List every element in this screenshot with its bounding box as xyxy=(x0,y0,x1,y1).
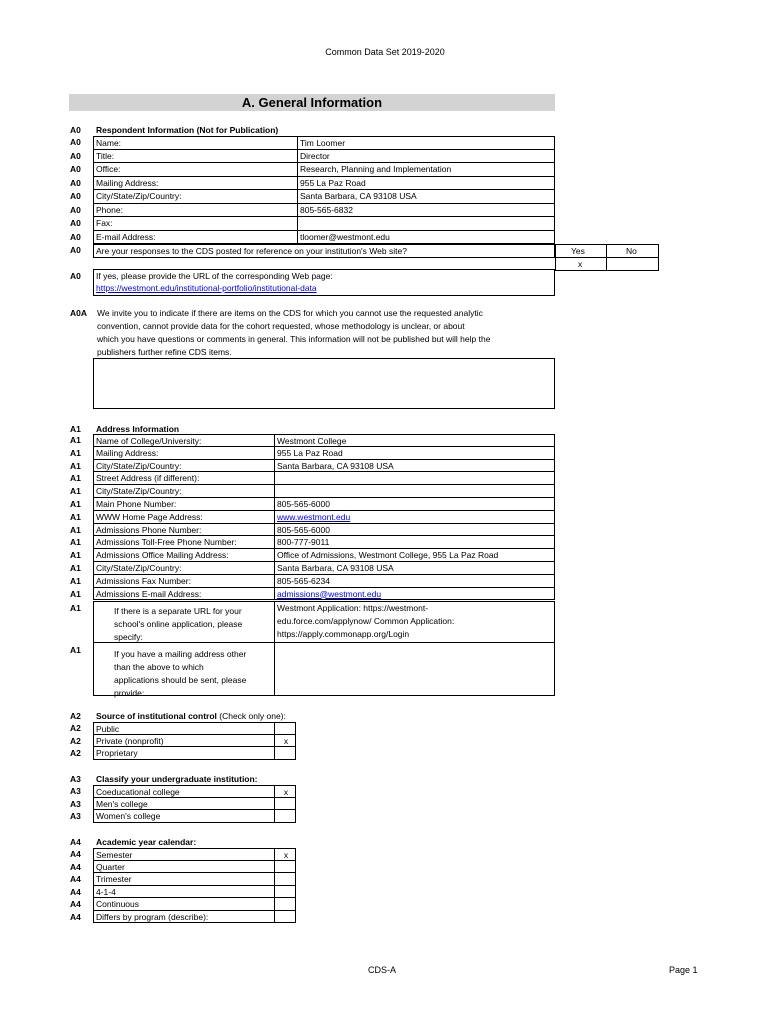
a0-row-value[interactable]: tloomer@westmont.edu xyxy=(300,231,390,242)
a0-row xyxy=(93,190,555,204)
a1-row xyxy=(93,588,555,601)
a2-row-label: Proprietary xyxy=(96,748,138,758)
a2-heading-code: A2 xyxy=(70,711,81,721)
a2-row-checkbox[interactable]: x xyxy=(283,735,289,746)
a0a-line-2: convention, cannot provide data for the cohort requested, whose methodology is unclear, or about xyxy=(97,321,465,331)
a1-online-app-label-3: specify: xyxy=(114,632,143,642)
a3-row-checkbox[interactable] xyxy=(275,798,297,810)
a0-heading: Respondent Information (Not for Publication) xyxy=(96,125,279,135)
a4-row-code: A4 xyxy=(70,861,81,872)
a0-row-value[interactable]: 805-565-6832 xyxy=(300,204,353,215)
a0-row xyxy=(93,150,555,164)
a2-heading-line xyxy=(96,711,286,721)
a1-online-app-label-1: If there is a separate URL for your xyxy=(114,606,242,616)
a2-heading-suffix: (Check only one): xyxy=(216,711,286,721)
a4-row-checkbox[interactable]: x xyxy=(283,850,289,860)
a1-row-value[interactable]: admissions@westmont.edu xyxy=(277,588,382,599)
a1-row-label: Admissions E-mail Address: xyxy=(96,588,202,599)
a4-row xyxy=(93,886,296,899)
a4-row-checkbox[interactable] xyxy=(275,873,297,885)
a4-row-code: A4 xyxy=(70,899,81,909)
a2-row-code: A2 xyxy=(70,735,81,746)
a0-row-label: Office: xyxy=(96,164,121,174)
a0-row-code: A0 xyxy=(70,177,81,188)
a1-row xyxy=(93,447,555,460)
a0-url-box xyxy=(93,269,555,296)
a1-row-label: Name of College/University: xyxy=(96,436,202,446)
a0-heading-code: A0 xyxy=(70,125,81,135)
a3-row xyxy=(93,810,296,823)
a1-row-label: Admissions Fax Number: xyxy=(96,575,191,586)
a4-row-label: Continuous xyxy=(96,899,140,909)
a0-row-code: A0 xyxy=(70,204,81,215)
a0-row-value[interactable]: 955 La Paz Road xyxy=(300,177,366,188)
a0a-code: A0A xyxy=(70,308,88,318)
a0-row xyxy=(93,177,555,191)
a1-other-addr-label-2: than the above to which xyxy=(114,662,204,672)
a0-row-label: Name: xyxy=(96,138,122,148)
a0-row-code: A0 xyxy=(70,231,81,242)
a0-row-code: A0 xyxy=(70,164,81,174)
a4-row-code: A4 xyxy=(70,849,81,859)
a4-row xyxy=(93,848,296,861)
a1-row-code: A1 xyxy=(70,537,81,548)
a1-row-label: Admissions Phone Number: xyxy=(96,524,202,535)
a4-row-label: Trimester xyxy=(96,874,132,884)
a1-row-value[interactable]: Office of Admissions, Westmont College, 955 La Paz Road xyxy=(277,550,499,561)
a0a-line-3: which you have questions or comments in general. This information will not be published but will help the xyxy=(97,334,491,344)
a3-row-label: Men's college xyxy=(96,798,148,809)
a4-row-code: A4 xyxy=(70,886,81,897)
a0-row-value[interactable]: Santa Barbara, CA 93108 USA xyxy=(300,191,417,201)
a2-row xyxy=(93,747,296,760)
a2-row-label: Public xyxy=(96,724,120,734)
a0a-line-4: publishers further refine CDS items. xyxy=(97,347,232,357)
footer-center: CDS-A xyxy=(368,965,397,975)
a1-other-addr-label-4: provide: xyxy=(114,688,145,698)
a0-row-code: A0 xyxy=(70,137,81,147)
a3-row-code: A3 xyxy=(70,798,81,809)
a3-row-label: Women's college xyxy=(96,811,161,821)
a0-row-value[interactable]: Director xyxy=(300,150,330,161)
page-header: Common Data Set 2019-2020 xyxy=(325,47,445,57)
a1-row-label: Admissions Toll-Free Phone Number: xyxy=(96,537,237,548)
a0-row-label: Phone: xyxy=(96,204,123,215)
a1-row-code: A1 xyxy=(70,588,81,599)
a1-row xyxy=(93,498,555,511)
a1-row-code: A1 xyxy=(70,575,81,586)
a0-row xyxy=(93,217,555,231)
a0a-line-1: We invite you to indicate if there are items on the CDS for which you cannot use the requested analytic xyxy=(97,308,483,318)
a1-row-label: City/State/Zip/Country: xyxy=(96,563,182,573)
a3-heading-code: A3 xyxy=(70,774,81,784)
a1-row-label: Mailing Address: xyxy=(96,447,159,458)
a1-other-addr-label-3: applications should be sent, please xyxy=(114,675,247,685)
a2-row xyxy=(93,735,296,748)
a1-row-value[interactable]: 805-565-6234 xyxy=(277,575,330,586)
a2-row-checkbox[interactable] xyxy=(275,723,297,734)
a4-row xyxy=(93,911,296,924)
a0-row-code: A0 xyxy=(70,150,81,161)
a1-row-label: Admissions Office Mailing Address: xyxy=(96,550,229,561)
a1-row xyxy=(93,460,555,473)
a1-row-code: A1 xyxy=(70,435,81,445)
a1-row xyxy=(93,472,555,485)
a1-row-value[interactable]: 955 La Paz Road xyxy=(277,447,343,458)
a1-row-code: A1 xyxy=(70,486,81,497)
a1-row-value[interactable] xyxy=(275,485,277,497)
a2-row-code: A2 xyxy=(70,748,81,758)
a4-row xyxy=(93,861,296,874)
a1-row-label: Street Address (if different): xyxy=(96,473,200,484)
a2-row xyxy=(93,722,296,735)
a2-row-label: Private (nonprofit) xyxy=(96,735,164,746)
a0-url-code: A0 xyxy=(70,271,81,281)
a0-row-label: Title: xyxy=(96,150,115,161)
a4-row-code: A4 xyxy=(70,874,81,884)
a1-row-value[interactable]: Westmont College xyxy=(277,436,347,446)
a1-online-app-box xyxy=(93,601,555,643)
a1-row xyxy=(93,524,555,537)
a0-question: Are your responses to the CDS posted for reference on your institution's Web site? xyxy=(96,246,407,256)
a4-row-label: 4-1-4 xyxy=(96,886,116,897)
a4-row-label: Differs by program (describe): xyxy=(96,911,209,922)
a0-row-label: E-mail Address: xyxy=(96,231,156,242)
a1-online-app-value-2: edu.force.com/applynow/ Common Application: xyxy=(277,616,455,626)
a1-online-app-label-2: school's online application, please xyxy=(114,619,243,629)
a1-row-code: A1 xyxy=(70,460,81,471)
a1-other-addr-label-1: If you have a mailing address other xyxy=(114,649,247,659)
a0-row-value[interactable]: Tim Loomer xyxy=(300,138,346,148)
a1-row xyxy=(93,575,555,588)
a0-row-code: A0 xyxy=(70,218,81,228)
a1-row xyxy=(93,536,555,549)
a1-online-app-value-3: https://apply.commonapp.org/Login xyxy=(277,629,410,639)
a0-row-label: Fax: xyxy=(96,218,113,228)
a0-url-link[interactable]: https://westmont.edu/institutional-portfolio/institutional-data xyxy=(96,283,317,293)
a3-row xyxy=(93,785,296,798)
a1-row-value[interactable]: www.westmont.edu xyxy=(277,511,351,522)
a0-row-code: A0 xyxy=(70,191,81,201)
a1-row xyxy=(93,485,555,498)
a0-question-code: A0 xyxy=(70,245,81,255)
a1-row-label: WWW Home Page Address: xyxy=(96,511,203,522)
a2-row-code: A2 xyxy=(70,723,81,733)
a1-row-code: A1 xyxy=(70,499,81,509)
a1-row-value[interactable]: Santa Barbara, CA 93108 USA xyxy=(277,460,394,471)
a4-row-code: A4 xyxy=(70,911,81,922)
a3-row-code: A3 xyxy=(70,811,81,821)
a1-row-code: A1 xyxy=(70,447,81,458)
a4-row-label: Quarter xyxy=(96,861,125,872)
a4-heading-code: A4 xyxy=(70,837,81,847)
yes-checkbox[interactable]: x xyxy=(578,259,583,269)
a3-heading: Classify your undergraduate institution: xyxy=(96,774,258,784)
a4-row-checkbox[interactable] xyxy=(275,898,297,910)
a4-row-label: Semester xyxy=(96,850,133,860)
a1-other-addr-code: A1 xyxy=(70,645,81,655)
yes-no-grid xyxy=(555,244,659,271)
a0-url-prompt: If yes, please provide the URL of the corresponding Web page: xyxy=(96,271,333,281)
a0-row-value[interactable]: Research, Planning and Implementation xyxy=(300,164,452,174)
a1-row xyxy=(93,549,555,562)
a4-row xyxy=(93,898,296,911)
a4-row-checkbox[interactable] xyxy=(275,911,297,923)
a3-row-checkbox[interactable] xyxy=(275,810,297,822)
a3-row-label: Coeducational college xyxy=(96,787,180,797)
a0a-comment-box[interactable] xyxy=(93,358,555,409)
a4-row-checkbox[interactable] xyxy=(275,886,297,898)
a1-row-value[interactable]: 805-565-6000 xyxy=(277,499,330,509)
a0-row xyxy=(93,136,555,150)
a1-online-app-value-1: Westmont Application: https://westmont- xyxy=(277,603,429,613)
a1-row-code: A1 xyxy=(70,524,81,535)
a1-row-code: A1 xyxy=(70,563,81,573)
a1-row-label: City/State/Zip/Country: xyxy=(96,460,182,471)
footer-page-number: Page 1 xyxy=(669,965,698,975)
a4-heading: Academic year calendar: xyxy=(96,837,197,847)
a3-row xyxy=(93,798,296,811)
a2-row-checkbox[interactable] xyxy=(275,747,297,759)
a1-row-code: A1 xyxy=(70,473,81,484)
a1-row-value[interactable] xyxy=(275,472,277,484)
a1-row xyxy=(93,562,555,575)
a3-row-checkbox[interactable]: x xyxy=(283,787,289,797)
a1-other-addr-box xyxy=(93,642,555,696)
a0-question-box xyxy=(93,244,555,258)
yes-label: Yes xyxy=(571,246,585,256)
a0-row-label: Mailing Address: xyxy=(96,177,159,188)
a1-heading-code: A1 xyxy=(70,424,81,434)
a0-row xyxy=(93,204,555,218)
a1-row xyxy=(93,434,555,447)
a1-row-label: City/State/Zip/Country: xyxy=(96,486,182,497)
a0-row xyxy=(93,231,555,245)
a3-row-code: A3 xyxy=(70,786,81,796)
a1-row-label: Main Phone Number: xyxy=(96,499,177,509)
no-label: No xyxy=(626,246,637,256)
a1-row-code: A1 xyxy=(70,550,81,561)
a1-row-value[interactable]: 800-777-9011 xyxy=(277,537,330,548)
a1-row xyxy=(93,511,555,524)
a1-row-value[interactable]: Santa Barbara, CA 93108 USA xyxy=(277,563,394,573)
a1-row-code: A1 xyxy=(70,511,81,522)
a4-row-checkbox[interactable] xyxy=(275,861,297,873)
a0-row-label: City/State/Zip/Country: xyxy=(96,191,182,201)
a1-online-app-code: A1 xyxy=(70,603,81,613)
a1-heading: Address Information xyxy=(96,424,180,434)
section-title: A. General Information xyxy=(69,94,555,111)
a1-row-value[interactable]: 805-565-6000 xyxy=(277,524,330,535)
a0-row xyxy=(93,163,555,177)
a0-row-value[interactable] xyxy=(298,217,300,230)
a2-heading: Source of institutional control xyxy=(96,711,217,721)
a4-row xyxy=(93,873,296,886)
